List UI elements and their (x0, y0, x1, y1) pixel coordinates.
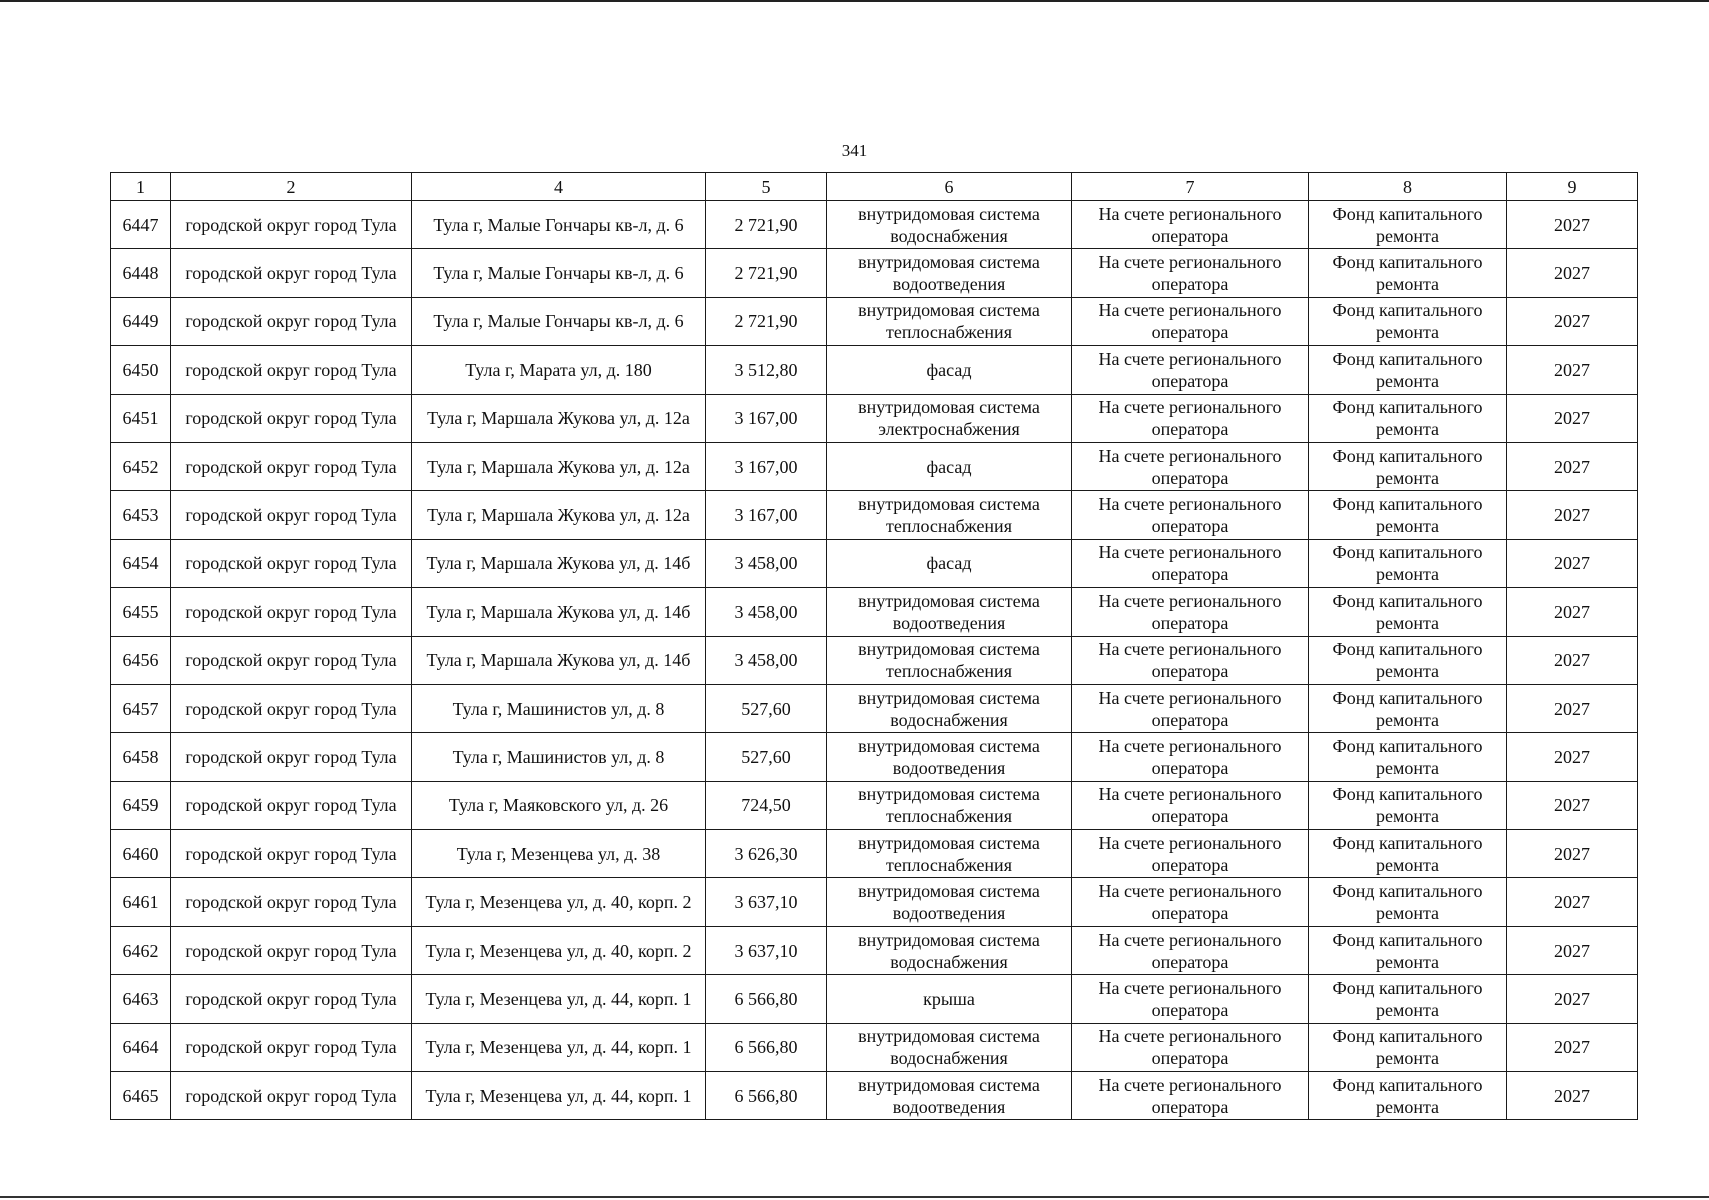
header-col-2: 2 (171, 173, 412, 201)
cell-account-type: На счете регионального оператора (1072, 1072, 1309, 1120)
cell-row-number: 6453 (111, 491, 171, 539)
cell-funding-source: Фонд капитального ремонта (1309, 491, 1507, 539)
cell-funding-source: Фонд капитального ремонта (1309, 781, 1507, 829)
cell-row-number: 6451 (111, 394, 171, 442)
cell-row-number: 6463 (111, 975, 171, 1023)
cell-address: Тула г, Маршала Жукова ул, д. 12а (412, 394, 706, 442)
cell-account-type: На счете регионального оператора (1072, 201, 1309, 249)
cell-municipality: городской округ город Тула (171, 442, 412, 490)
cell-repair-type: внутридомовая система водоснабжения (827, 1023, 1072, 1071)
cell-repair-type: фасад (827, 539, 1072, 587)
cell-year: 2027 (1507, 442, 1638, 490)
cell-row-number: 6452 (111, 442, 171, 490)
cell-area: 3 626,30 (706, 830, 827, 878)
cell-repair-type: внутридомовая система теплоснабжения (827, 297, 1072, 345)
table-row (111, 346, 1638, 394)
cell-repair-type: внутридомовая система водоснабжения (827, 684, 1072, 732)
cell-address: Тула г, Мезенцева ул, д. 40, корп. 2 (412, 926, 706, 974)
cell-year: 2027 (1507, 491, 1638, 539)
cell-repair-type: внутридомовая система теплоснабжения (827, 781, 1072, 829)
cell-row-number: 6456 (111, 636, 171, 684)
cell-account-type: На счете регионального оператора (1072, 394, 1309, 442)
cell-account-type: На счете регионального оператора (1072, 733, 1309, 781)
cell-address: Тула г, Мезенцева ул, д. 38 (412, 830, 706, 878)
cell-municipality: городской округ город Тула (171, 249, 412, 297)
cell-year: 2027 (1507, 249, 1638, 297)
cell-area: 3 458,00 (706, 539, 827, 587)
cell-address: Тула г, Маршала Жукова ул, д. 12а (412, 491, 706, 539)
cell-municipality: городской округ город Тула (171, 878, 412, 926)
cell-municipality: городской округ город Тула (171, 684, 412, 732)
cell-year: 2027 (1507, 539, 1638, 587)
cell-account-type: На счете регионального оператора (1072, 588, 1309, 636)
cell-repair-type: внутридомовая система водоотведения (827, 1072, 1072, 1120)
table-row (111, 830, 1638, 878)
cell-municipality: городской округ город Тула (171, 926, 412, 974)
cell-repair-type: фасад (827, 442, 1072, 490)
cell-repair-type: внутридомовая система теплоснабжения (827, 636, 1072, 684)
cell-repair-type: внутридомовая система электроснабжения (827, 394, 1072, 442)
cell-repair-type: внутридомовая система теплоснабжения (827, 830, 1072, 878)
table-row (111, 297, 1638, 345)
cell-area: 3 637,10 (706, 926, 827, 974)
cell-area: 3 458,00 (706, 636, 827, 684)
cell-address: Тула г, Машинистов ул, д. 8 (412, 733, 706, 781)
cell-account-type: На счете регионального оператора (1072, 781, 1309, 829)
header-col-6: 6 (827, 173, 1072, 201)
capital-repair-table (110, 172, 1638, 1120)
cell-row-number: 6455 (111, 588, 171, 636)
cell-area: 2 721,90 (706, 297, 827, 345)
cell-funding-source: Фонд капитального ремонта (1309, 346, 1507, 394)
cell-municipality: городской округ город Тула (171, 975, 412, 1023)
cell-row-number: 6462 (111, 926, 171, 974)
cell-row-number: 6447 (111, 201, 171, 249)
cell-year: 2027 (1507, 781, 1638, 829)
bottom-page-rule (0, 1196, 1709, 1198)
cell-municipality: городской округ город Тула (171, 394, 412, 442)
cell-address: Тула г, Маршала Жукова ул, д. 14б (412, 588, 706, 636)
cell-funding-source: Фонд капитального ремонта (1309, 539, 1507, 587)
cell-account-type: На счете регионального оператора (1072, 346, 1309, 394)
cell-municipality: городской округ город Тула (171, 346, 412, 394)
cell-municipality: городской округ город Тула (171, 297, 412, 345)
cell-account-type: На счете регионального оператора (1072, 975, 1309, 1023)
cell-funding-source: Фонд капитального ремонта (1309, 1072, 1507, 1120)
cell-address: Тула г, Маяковского ул, д. 26 (412, 781, 706, 829)
table-row (111, 926, 1638, 974)
cell-area: 3 167,00 (706, 442, 827, 490)
cell-account-type: На счете регионального оператора (1072, 249, 1309, 297)
cell-account-type: На счете регионального оператора (1072, 297, 1309, 345)
cell-account-type: На счете регионального оператора (1072, 491, 1309, 539)
header-col-7: 7 (1072, 173, 1309, 201)
cell-row-number: 6464 (111, 1023, 171, 1071)
header-col-1: 1 (111, 173, 171, 201)
cell-funding-source: Фонд капитального ремонта (1309, 733, 1507, 781)
table-row (111, 733, 1638, 781)
cell-year: 2027 (1507, 297, 1638, 345)
cell-account-type: На счете регионального оператора (1072, 636, 1309, 684)
table-row (111, 588, 1638, 636)
cell-funding-source: Фонд капитального ремонта (1309, 588, 1507, 636)
cell-area: 3 637,10 (706, 878, 827, 926)
cell-area: 3 512,80 (706, 346, 827, 394)
cell-area: 6 566,80 (706, 1023, 827, 1071)
table-row (111, 442, 1638, 490)
cell-repair-type: фасад (827, 346, 1072, 394)
cell-funding-source: Фонд капитального ремонта (1309, 1023, 1507, 1071)
cell-address: Тула г, Малые Гончары кв-л, д. 6 (412, 249, 706, 297)
cell-funding-source: Фонд капитального ремонта (1309, 878, 1507, 926)
cell-funding-source: Фонд капитального ремонта (1309, 926, 1507, 974)
cell-year: 2027 (1507, 878, 1638, 926)
cell-account-type: На счете регионального оператора (1072, 830, 1309, 878)
cell-account-type: На счете регионального оператора (1072, 878, 1309, 926)
table-row (111, 201, 1638, 249)
cell-year: 2027 (1507, 684, 1638, 732)
cell-row-number: 6465 (111, 1072, 171, 1120)
cell-year: 2027 (1507, 830, 1638, 878)
cell-funding-source: Фонд капитального ремонта (1309, 442, 1507, 490)
cell-row-number: 6460 (111, 830, 171, 878)
cell-account-type: На счете регионального оператора (1072, 684, 1309, 732)
cell-area: 6 566,80 (706, 1072, 827, 1120)
cell-municipality: городской округ город Тула (171, 1072, 412, 1120)
cell-municipality: городской округ город Тула (171, 733, 412, 781)
cell-row-number: 6457 (111, 684, 171, 732)
cell-row-number: 6448 (111, 249, 171, 297)
table-header (111, 173, 1638, 201)
header-col-9: 9 (1507, 173, 1638, 201)
cell-account-type: На счете регионального оператора (1072, 539, 1309, 587)
cell-address: Тула г, Мезенцева ул, д. 44, корп. 1 (412, 1023, 706, 1071)
cell-year: 2027 (1507, 201, 1638, 249)
table-row (111, 878, 1638, 926)
table-row (111, 636, 1638, 684)
cell-funding-source: Фонд капитального ремонта (1309, 684, 1507, 732)
cell-year: 2027 (1507, 926, 1638, 974)
cell-municipality: городской округ город Тула (171, 491, 412, 539)
cell-year: 2027 (1507, 588, 1638, 636)
cell-area: 3 458,00 (706, 588, 827, 636)
cell-funding-source: Фонд капитального ремонта (1309, 249, 1507, 297)
cell-address: Тула г, Мезенцева ул, д. 44, корп. 1 (412, 975, 706, 1023)
table-row (111, 539, 1638, 587)
header-row (111, 173, 1638, 201)
cell-funding-source: Фонд капитального ремонта (1309, 297, 1507, 345)
page-number: 341 (841, 141, 868, 160)
table-row (111, 684, 1638, 732)
cell-area: 527,60 (706, 684, 827, 732)
cell-repair-type: внутридомовая система водоотведения (827, 733, 1072, 781)
cell-municipality: городской округ город Тула (171, 781, 412, 829)
cell-area: 2 721,90 (706, 201, 827, 249)
cell-year: 2027 (1507, 1023, 1638, 1071)
cell-year: 2027 (1507, 636, 1638, 684)
cell-address: Тула г, Мезенцева ул, д. 44, корп. 1 (412, 1072, 706, 1120)
cell-row-number: 6459 (111, 781, 171, 829)
cell-funding-source: Фонд капитального ремонта (1309, 394, 1507, 442)
cell-area: 724,50 (706, 781, 827, 829)
cell-row-number: 6449 (111, 297, 171, 345)
cell-repair-type: крыша (827, 975, 1072, 1023)
cell-row-number: 6454 (111, 539, 171, 587)
cell-address: Тула г, Маршала Жукова ул, д. 14б (412, 636, 706, 684)
header-col-4: 4 (412, 173, 706, 201)
cell-municipality: городской округ город Тула (171, 201, 412, 249)
cell-address: Тула г, Малые Гончары кв-л, д. 6 (412, 297, 706, 345)
header-col-8: 8 (1309, 173, 1507, 201)
cell-repair-type: внутридомовая система водоотведения (827, 588, 1072, 636)
cell-municipality: городской округ город Тула (171, 588, 412, 636)
top-page-rule (0, 0, 1709, 2)
cell-address: Тула г, Марата ул, д. 180 (412, 346, 706, 394)
cell-account-type: На счете регионального оператора (1072, 1023, 1309, 1071)
cell-year: 2027 (1507, 1072, 1638, 1120)
cell-address: Тула г, Машинистов ул, д. 8 (412, 684, 706, 732)
table-row (111, 1072, 1638, 1120)
table-row (111, 394, 1638, 442)
cell-address: Тула г, Мезенцева ул, д. 40, корп. 2 (412, 878, 706, 926)
cell-municipality: городской округ город Тула (171, 539, 412, 587)
cell-row-number: 6458 (111, 733, 171, 781)
table-body (111, 201, 1638, 1120)
cell-municipality: городской округ город Тула (171, 1023, 412, 1071)
table-row (111, 491, 1638, 539)
table-row (111, 1023, 1638, 1071)
cell-row-number: 6461 (111, 878, 171, 926)
cell-account-type: На счете регионального оператора (1072, 926, 1309, 974)
cell-address: Тула г, Маршала Жукова ул, д. 12а (412, 442, 706, 490)
cell-area: 2 721,90 (706, 249, 827, 297)
cell-address: Тула г, Малые Гончары кв-л, д. 6 (412, 201, 706, 249)
cell-year: 2027 (1507, 733, 1638, 781)
cell-account-type: На счете регионального оператора (1072, 442, 1309, 490)
cell-area: 6 566,80 (706, 975, 827, 1023)
cell-repair-type: внутридомовая система водоснабжения (827, 926, 1072, 974)
cell-funding-source: Фонд капитального ремонта (1309, 975, 1507, 1023)
cell-address: Тула г, Маршала Жукова ул, д. 14б (412, 539, 706, 587)
cell-repair-type: внутридомовая система водоснабжения (827, 201, 1072, 249)
cell-year: 2027 (1507, 346, 1638, 394)
table-row (111, 249, 1638, 297)
cell-row-number: 6450 (111, 346, 171, 394)
cell-area: 3 167,00 (706, 394, 827, 442)
table-row (111, 781, 1638, 829)
header-col-5: 5 (706, 173, 827, 201)
cell-municipality: городской округ город Тула (171, 636, 412, 684)
cell-repair-type: внутридомовая система водоотведения (827, 249, 1072, 297)
table-row (111, 975, 1638, 1023)
cell-funding-source: Фонд капитального ремонта (1309, 636, 1507, 684)
cell-area: 527,60 (706, 733, 827, 781)
cell-municipality: городской округ город Тула (171, 830, 412, 878)
cell-funding-source: Фонд капитального ремонта (1309, 201, 1507, 249)
cell-area: 3 167,00 (706, 491, 827, 539)
cell-repair-type: внутридомовая система водоотведения (827, 878, 1072, 926)
cell-repair-type: внутридомовая система теплоснабжения (827, 491, 1072, 539)
cell-year: 2027 (1507, 394, 1638, 442)
cell-year: 2027 (1507, 975, 1638, 1023)
cell-funding-source: Фонд капитального ремонта (1309, 830, 1507, 878)
